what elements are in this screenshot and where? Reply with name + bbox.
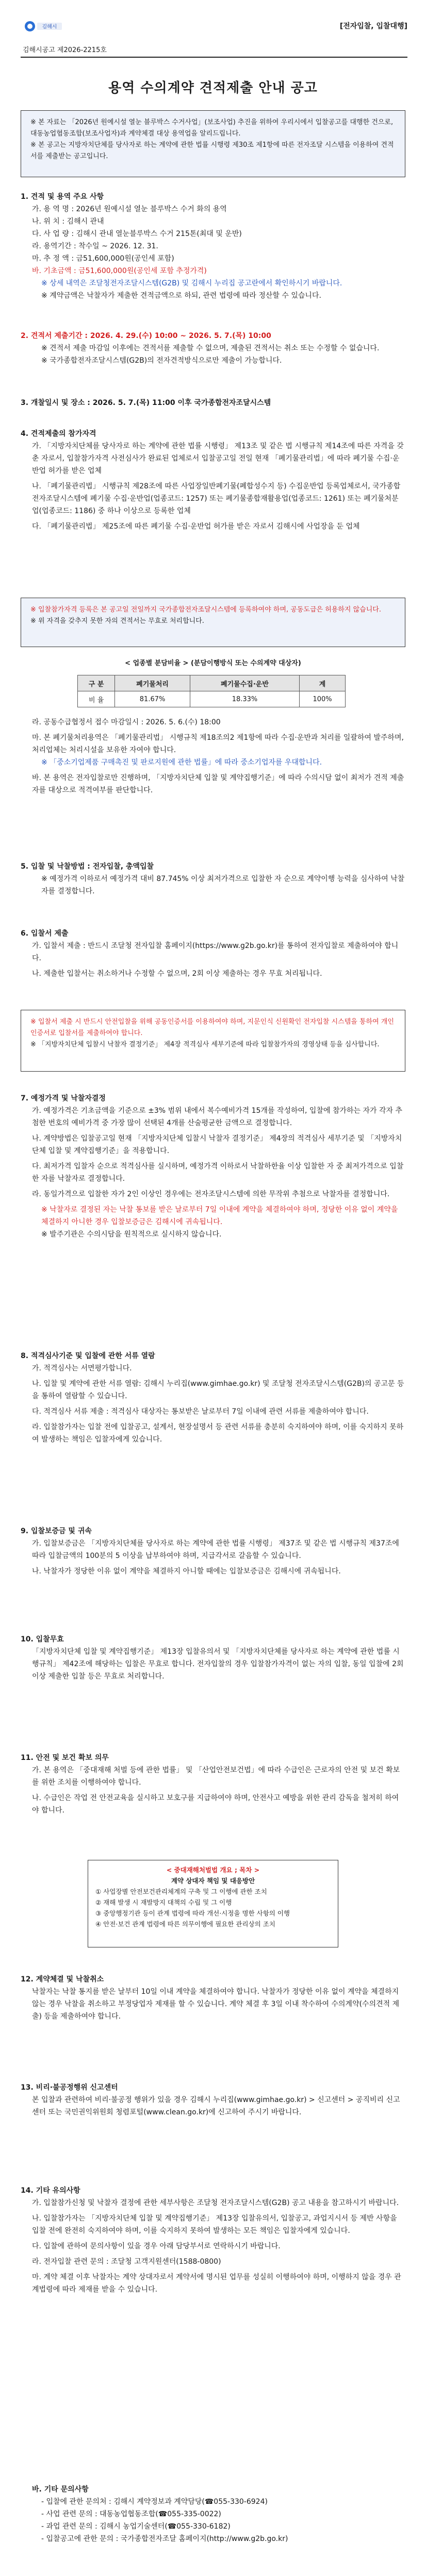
svg-text:김해시: 김해시 bbox=[42, 24, 57, 30]
s1-item-location: 나. 위 치 : 김해시 관내 bbox=[32, 217, 104, 226]
contact-task: - 과업 관련 문의 : 김해시 농업기술센터(☎055-330-6182) bbox=[41, 2522, 231, 2531]
document-number: 김해시공고 제2026-2215호 bbox=[23, 46, 107, 54]
s1-item-volume: 다. 사 업 량 : 김해시 관내 열눈블루박스 수거 215톤(최대 및 운반) bbox=[32, 230, 242, 238]
award-cell-1: 81.67% bbox=[115, 691, 190, 707]
section-8 bbox=[21, 1350, 405, 1446]
section-6 bbox=[21, 927, 405, 980]
safety-box-title: < 중대재해처벌법 개요 ; 목차 > bbox=[166, 1866, 260, 1874]
s8-item-d: 라. 입찰참가자는 입찰 전에 입찰공고, 설계서, 현장설명서 등 관련 서류를 충분히 숙지하여야 하며, 이를 숙지하지 못하여 발생하는 책임은 입찰자에게 있습니다. bbox=[32, 1423, 404, 1444]
s8-item-a: 가. 적격심사는 서면평가합니다. bbox=[32, 1364, 132, 1372]
s14-item-d: 라. 전자입찰 관련 문의 : 조달청 고객지원센터(1588-0800) bbox=[32, 2258, 221, 2266]
s11-item-b: 나. 수급인은 작업 전 안전교육을 실시하고 보호구를 지급하여야 하며, 안전사고 예방을 위한 관리 감독을 철저히 하여야 합니다. bbox=[32, 1794, 399, 1815]
s1-item-period: 라. 용역기간 : 착수일 ~ 2026. 12. 31. bbox=[32, 242, 158, 250]
contact-g2b-text: - 입찰공고에 관한 문의 : 국가종합전자조달 홈페이지(http://www.g2b.go.kr) bbox=[41, 2535, 288, 2543]
s4-item-b: 나. 「폐기물관리법」 시행규칙 제28조에 따른 사업장일반폐기물(폐합성수지 등) 수집운반업 등록업체로서, 국가종합전자조달시스템에 폐기물 수집·운반업(업종코드: 1257) 또는 폐기물종합재활용업(업종코드: 1261) 또는 폐기물처분업(업종코드: 1186) 중 하나 이상으로 등록한 업체 bbox=[32, 482, 401, 515]
s4-notes-box bbox=[21, 598, 405, 647]
award-cell-2: 18.33% bbox=[190, 691, 299, 707]
s8-item-b: 나. 입찰 및 계약에 관한 서류 열람: 김해시 누리집(www.gimhae.go.kr) 및 조달청 전자조달시스템(G2B)의 공고문 등을 통하여 열람할 수 있습니다. bbox=[32, 1380, 404, 1400]
s6-note-2: ※ 「지방자치단체 입찰시 낙찰자 결정기준」 제4장 적격심사 세부기준에 따라 입찰참가자의 경영상태 등을 심사합니다. bbox=[30, 1041, 380, 1048]
s14-item-a: 가. 입찰참가신청 및 낙찰자 결정에 관한 세부사항은 조달청 전자조달시스템(G2B) 공고 내용을 참고하시기 바랍니다. bbox=[32, 2199, 399, 2207]
section-7-heading: 7. 예정가격 및 낙찰자결정 bbox=[21, 1094, 106, 1103]
s6-notes-box bbox=[21, 1010, 405, 1072]
safety-box-item-4: ④ 안전·보건 관계 법령에 따른 의무이행에 필요한 관리상의 조치 bbox=[95, 1920, 275, 1928]
s6-item-a: 가. 입찰서 제출 : 반드시 조달청 전자입찰 홈페이지(https://www.g2b.go.kr)를 통하여 전자입찰로 제출하여야 합니다. bbox=[32, 942, 399, 962]
s4-item-f: ※ 「중소기업제품 구매촉진 및 판로지원에 관한 법률」에 따라 중소기업자를 우대합니다. bbox=[41, 758, 322, 767]
s4-item-g: 바. 본 용역은 전자입찰로만 진행하며, 「지방자치단체 입찰 및 계약집행기준」에 따라 수의시담 없이 최저가 견적 제출자를 대상으로 적격여부를 판단합니다. bbox=[32, 774, 404, 794]
section-10 bbox=[21, 1633, 405, 1683]
section-14 bbox=[21, 2184, 405, 2296]
header-divider bbox=[21, 57, 407, 58]
s7-item-c: 다. 최저가격 입찰자 순으로 적격심사를 실시하며, 예정가격 이하로서 낙찰하한율 이상 입찰한 자 중 최저가격으로 입찰한 자를 낙찰자로 결정합니다. bbox=[32, 1162, 404, 1183]
contacts-section bbox=[21, 2483, 405, 2545]
gimhae-logo bbox=[23, 16, 64, 36]
s1-item-estimate: 마. 추 정 액 : 금51,600,000원(공인세 포함) bbox=[32, 255, 174, 263]
section-8-heading: 8. 적격심사기준 및 입찰에 관한 서류 열람 bbox=[21, 1352, 155, 1360]
s9-item-b: 나. 낙찰자가 정당한 이유 없이 계약을 체결하지 아니할 때에는 입찰보증금은 김해시에 귀속됩니다. bbox=[32, 1567, 341, 1575]
section-1-heading: 1. 견적 및 용역 주요 사항 bbox=[21, 193, 104, 201]
s8-item-c: 다. 적격심사 서류 제출 : 적격심사 대상자는 통보받은 날로부터 7일 이내에 관련 서류를 제출하여야 합니다. bbox=[32, 1408, 369, 1416]
section-2-heading: 2. 견적서 제출기간 : 2026. 4. 29.(수) 10:00 ~ 2026. 5. 7.(목) 10:00 bbox=[21, 332, 271, 340]
section-6-heading: 6. 입찰서 제출 bbox=[21, 929, 69, 938]
intro-paragraph-1: ※ 본 자료는 「2026년 원예시설 열눈 블루박스 수거사업」(보조사업) 추진을 위하여 우리시에서 입찰공고를 대행한 건으로, 대동농업협동조합(보조사업자)과 계약체결 대상 용역업을 알리드립니다. bbox=[30, 118, 394, 138]
award-cell-3: 100% bbox=[300, 691, 346, 707]
page-title: 용역 수의계약 견적제출 안내 공고 bbox=[108, 80, 318, 96]
s2-note-g2b: ※ 국가종합전자조달시스템(G2B)의 전자견적방식으로만 제출이 가능합니다. bbox=[41, 357, 282, 365]
s7-item-d: 라. 동일가격으로 입찰한 자가 2인 이상인 경우에는 전자조달시스템에 의한 무작위 추첨으로 낙찰자를 결정합니다. bbox=[32, 1190, 390, 1198]
s7-note-1: ※ 낙찰자로 결정된 자는 낙찰 통보를 받은 날로부터 7일 이내에 계약을 체결하여야 하며, 정당한 이유 없이 계약을 체결하지 아니한 경우 입찰보증금은 김해시에 귀속됩니다. bbox=[41, 1206, 398, 1226]
s6-item-b: 나. 제출한 입찰서는 취소하거나 수정할 수 없으며, 2회 이상 제출하는 경우 무효 처리됩니다. bbox=[32, 970, 322, 978]
intro-paragraph-2: ※ 본 공고는 지방자치단체를 당사자로 하는 계약에 관한 법률 시행령 제30조 제1항에 따른 전자조달 시스템을 이용하여 견적서를 제출받는 공고입니다. bbox=[30, 141, 394, 160]
section-12-heading: 12. 계약체결 및 낙찰취소 bbox=[21, 1975, 104, 1984]
s11-item-a: 가. 본 용역은 「중대재해 처벌 등에 관한 법률」 및 「산업안전보건법」에 따라 수급인은 근로자의 안전 및 보건 확보를 위한 조치를 이행하여야 합니다. bbox=[32, 1766, 400, 1787]
s4-note-1: ※ 입찰참가자격 등록은 본 공고일 전일까지 국가종합전자조달시스템에 등록하여야 하며, 공동도급은 허용하지 않습니다. bbox=[30, 606, 381, 614]
safety-law-box bbox=[88, 1860, 338, 1947]
s14-item-b: 나. 입찰참가자는 「지방자치단체 입찰 및 계약집행기준」 제13장 입찰유의서, 입찰공고, 과업지시서 등 제반 사항을 입찰 전에 완전히 숙지하여야 하며, 이를 숙지하지 못하여 발생하는 모든 책임은 입찰자에게 있습니다. bbox=[32, 2214, 397, 2235]
s7-item-b: 나. 계약방법은 입찰공고일 현재 「지방자치단체 입찰시 낙찰자 결정기준」 제4장의 적격심사 세부기준 및 「지방자치단체 입찰 및 계약집행기준」을 적용합니다. bbox=[32, 1134, 402, 1155]
award-table-row bbox=[78, 691, 346, 707]
section-13 bbox=[21, 2081, 405, 2119]
section-4-heading: 4. 견적제출의 참가자격 bbox=[21, 430, 96, 438]
contacts-heading: 바. 기타 문의사항 bbox=[32, 2485, 89, 2494]
bid-type-badge: [전자입찰, 입찰대행] bbox=[339, 22, 407, 30]
s13-body: 본 입찰과 관련하여 비리·불공정 행위가 있을 경우 김해시 누리집(www.gimhae.go.kr) > 신고센터 > 공직비리 신고센터 또는 국민권익위원회 청렴포털(www.clean.go.kr)에 신고하여 주시기 바랍니다. bbox=[32, 2096, 400, 2116]
safety-box-item-3: ③ 중앙행정기관 등이 관계 법령에 따라 개선·시정을 명한 사항의 이행 bbox=[95, 1909, 290, 1917]
section-3-heading: 3. 개찰일시 및 장소 : 2026. 5. 7.(목) 11:00 이후 국가종합전자조달시스템 bbox=[21, 399, 271, 407]
award-table bbox=[77, 675, 346, 707]
contact-business: - 사업 관련 문의 : 대동농업협동조합(☎055-335-0022) bbox=[41, 2510, 221, 2518]
section-10-heading: 10. 입찰무효 bbox=[21, 1635, 64, 1643]
s1-item-base-price: 바. 기초금액 : 금51,600,000원(공인세 포함 추정가격) bbox=[32, 267, 207, 275]
s9-item-a: 가. 입찰보증금은 「지방자치단체를 당사자로 하는 계약에 관한 법률 시행령」 제37조 및 같은 법 시행규칙 제37조에 따라 입찰금액의 100분의 5 이상을 납부하여야 하며, 지급각서로 갈음할 수 있습니다. bbox=[32, 1539, 399, 1560]
section-11-heading: 11. 안전 및 보건 확보 의무 bbox=[21, 1754, 109, 1762]
s4-note-2: ※ 위 자격을 갖추지 못한 자의 견적서는 무효로 처리합니다. bbox=[30, 617, 204, 625]
section-2 bbox=[21, 330, 405, 367]
s12-body: 낙찰자는 낙찰 통지를 받은 날부터 10일 이내 계약을 체결하여야 합니다. 낙찰자가 정당한 이유 없이 계약을 체결하지 않는 경우 낙찰을 취소하고 부정당업자 제재를 할 수 있습니다. 계약 체결 후 3일 이내 착수하여 수의계약(수의견적 제출) 등을 제출하여야 합니다. bbox=[32, 1988, 400, 2021]
contact-g2b bbox=[21, 2533, 405, 2545]
award-cell-0: 비 율 bbox=[78, 691, 115, 707]
s1-note-detail: ※ 상세 내역은 조달청전자조달시스템(G2B) 및 김해시 누리집 공고란에서 확인하시기 바랍니다. bbox=[41, 279, 342, 287]
section-4 bbox=[21, 428, 405, 533]
s2-note-deadline: ※ 견적서 제출 마감일 이후에는 견적서를 제출할 수 없으며, 제출된 견적서는 취소 또는 수정할 수 없습니다. bbox=[41, 344, 380, 352]
section-13-heading: 13. 비리·불공정행위 신고센터 bbox=[21, 2083, 118, 2092]
s14-item-e: 마. 계약 체결 이후 낙찰자는 계약 상대자로서 계약서에 명시된 업무를 성실히 이행하여야 하며, 이행하지 않을 경우 관계법령에 따라 제재를 받을 수 있습니다. bbox=[32, 2273, 401, 2294]
award-caption: < 업종별 분담비율 > (분담이행방식 또는 수의계약 대상자) bbox=[125, 659, 301, 667]
safety-box-item-1: ① 사업장별 안전보건관리체계의 구축 및 그 이행에 관한 조치 bbox=[95, 1888, 267, 1895]
s5-note: ※ 예정가격 이하로서 예정가격 대비 87.745% 이상 최저가격으로 입찰한 자 순으로 계약이행 능력을 심사하여 낙찰자를 결정합니다. bbox=[41, 875, 405, 895]
safety-box-item-2: ② 재해 발생 시 재발방지 대책의 수립 및 그 이행 bbox=[95, 1899, 232, 1906]
s4-item-d: 라. 공동수급협정서 접수 마감일시 : 2026. 5. 6.(수) 18:00 bbox=[32, 718, 221, 726]
safety-box-subtitle: 계약 상대자 책임 및 대응방안 bbox=[171, 1877, 255, 1885]
s10-body: 「지방자치단체 입찰 및 계약집행기준」 제13장 입찰유의서 및 「지방자치단체를 당사자로 하는 계약에 관한 법률 시행규칙」 제42조에 해당하는 입찰은 무효로 합니다. 전자입찰의 경우 입찰참가자격이 없는 자의 입찰, 동일 입찰에 2회 이상 제출한 입찰 등은 무효로 처리합니다. bbox=[32, 1648, 404, 1681]
section-14-heading: 14. 기타 유의사항 bbox=[21, 2187, 80, 2195]
s7-note-2: ※ 발주기관은 수의시담을 원칙적으로 실시하지 않습니다. bbox=[41, 1230, 222, 1239]
contact-bid: - 입찰에 관한 문의처 : 김해시 계약정보과 계약담당(☎055-330-6924) bbox=[41, 2498, 268, 2506]
section-11 bbox=[21, 1752, 405, 1817]
s7-item-a: 가. 예정가격은 기초금액을 기준으로 ±3% 범위 내에서 복수예비가격 15개를 작성하여, 입찰에 참가하는 자가 각자 추첨한 번호의 예비가격 중 가장 많이 선택된 4개를 산술평균한 금액으로 결정합니다. bbox=[32, 1107, 403, 1127]
section-1 bbox=[21, 191, 405, 302]
section-7 bbox=[21, 1092, 405, 1241]
intro-box bbox=[21, 110, 405, 177]
section-12 bbox=[21, 1973, 405, 2023]
award-table-header bbox=[78, 675, 346, 691]
section-4-continued bbox=[21, 716, 405, 796]
award-col-1: 폐기물처리 bbox=[115, 675, 190, 691]
section-3 bbox=[21, 397, 405, 409]
s4-item-e: 마. 본 폐기물처리용역은 「폐기물관리법」 시행규칙 제18조의2 제1항에 따라 수집·운반과 처리를 일괄하여 발주하며, 처리업체는 처리시설을 보유한 자여야 합니다. bbox=[32, 734, 404, 754]
section-9 bbox=[21, 1525, 405, 1578]
award-col-2: 폐기물수집·운반 bbox=[190, 675, 299, 691]
s6-note-1: ※ 입찰서 제출 시 반드시 안전입찰을 위해 공동인증서를 이용하여야 하며, 지문인식 신원확인 전자입찰 시스템을 통하여 개인인증서로 입찰서를 제출하여야 합니다. bbox=[30, 1018, 394, 1037]
award-col-0: 구 분 bbox=[78, 675, 115, 691]
s1-note-contract: ※ 계약금액은 낙찰자가 제출한 견적금액으로 하되, 관련 법령에 따라 정산할 수 있습니다. bbox=[41, 292, 321, 300]
section-5 bbox=[21, 860, 405, 897]
s4-item-c: 다. 「폐기물관리법」 제25조에 따른 폐기물 수집·운반업 허가를 받은 자로서 김해시에 사업장을 둔 업체 bbox=[32, 522, 360, 531]
section-9-heading: 9. 입찰보증금 및 귀속 bbox=[21, 1527, 92, 1535]
s1-item-name: 가. 용 역 명 : 2026년 원예시설 열눈 블루박스 수거 화의 용역 bbox=[32, 205, 227, 213]
s4-item-a: 가. 「지방자치단체를 당사자로 하는 계약에 관한 법률 시행령」 제13조 및 같은 법 시행규칙 제14조에 따른 자격을 갖춘 자로서, 입찰참가자격 사전심사가 완료된 업체로서 입찰공고일 전일 현재 「폐기물관리법」에 따라 폐기물 수집·운반업 허가를 받은 업체 bbox=[32, 442, 404, 475]
section-5-heading: 5. 입찰 및 낙찰방법 : 전자입찰, 총액입찰 bbox=[21, 862, 154, 871]
award-col-3: 계 bbox=[300, 675, 346, 691]
s14-item-c: 다. 입찰에 관하여 문의사항이 있을 경우 아래 담당부서로 연락하시기 바랍니다. bbox=[32, 2242, 281, 2250]
